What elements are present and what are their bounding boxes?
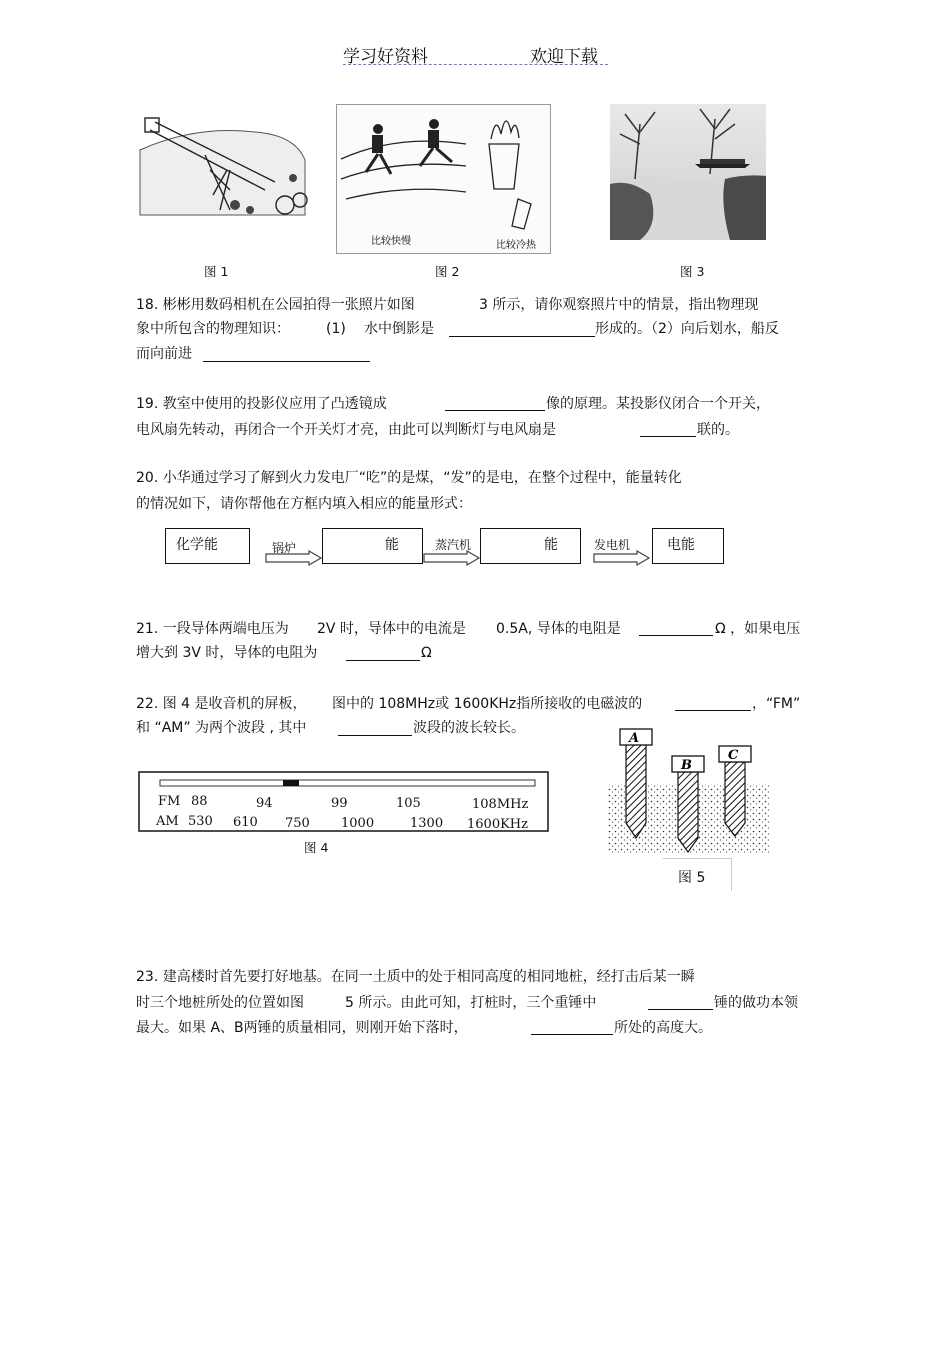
q21-line2b: Ω	[421, 645, 432, 661]
q23-blank-1[interactable]	[648, 997, 713, 1010]
q21-line1b: 2V 时，导体中的电流是	[317, 621, 466, 637]
q19-line2a: 电风扇先转动，再闭合一个开关灯才亮，由此可以判断灯与电风扇是	[136, 422, 556, 438]
fm-tick-94: 94	[256, 796, 273, 811]
q19-line1a: 19. 教室中使用的投影仪应用了凸透镜成	[136, 396, 387, 412]
am-label: AM	[156, 814, 179, 829]
q18-blank-1[interactable]	[449, 324, 595, 337]
q19-line2b: 联的。	[697, 422, 739, 438]
q23-line3b: 所处的高度大。	[614, 1020, 712, 1036]
q19-line1b: 像的原理。某投影仪闭合一个开关，	[546, 396, 770, 412]
q23-line2a: 时三个地桩所处的位置如图	[136, 995, 304, 1011]
figure-1-caption: 图 1	[204, 264, 229, 279]
figure-5-caption: 图 5	[678, 870, 706, 886]
q22-blank-2[interactable]	[338, 723, 412, 736]
energy-box-3[interactable]	[480, 528, 581, 564]
header-left: 学习好资料	[343, 47, 428, 67]
pile-c-label: C	[728, 748, 739, 763]
q21-blank-2[interactable]	[346, 648, 420, 661]
q22-line2a: 和 “AM” 为两个波段 , 其中	[136, 720, 307, 736]
q18-line2a: 象中所包含的物理知识：	[136, 321, 290, 337]
am-tick-530: 530	[188, 814, 213, 829]
q23-line2c: 锤的做功本领	[714, 995, 798, 1011]
am-tick-750: 750	[285, 816, 310, 831]
q23-blank-2[interactable]	[531, 1022, 613, 1035]
q18-line2d: 形成的。（2）向后划水，船反	[595, 321, 779, 337]
q22-line1a: 22. 图 4 是收音机的屏板，	[136, 696, 307, 712]
energy-box-electric	[652, 528, 724, 564]
fm-tick-108mhz: 108MHz	[472, 797, 529, 812]
arrow-label-generator: 发电机	[594, 538, 631, 552]
fm-tick-105: 105	[396, 796, 421, 811]
radio-dial	[138, 770, 550, 834]
fm-tick-88: 88	[191, 794, 208, 809]
am-tick-1000: 1000	[341, 816, 375, 831]
q18-blank-2[interactable]	[203, 349, 370, 362]
figure-2-label-right: 比较冷热	[496, 240, 536, 251]
q18-line3: 而向前进	[136, 346, 192, 362]
energy-box-2[interactable]	[322, 528, 423, 564]
q21-blank-1[interactable]	[639, 623, 713, 636]
q19-blank-2[interactable]	[640, 424, 696, 437]
fm-label: FM	[158, 794, 181, 809]
q21-line1d: Ω ，如果电压	[715, 621, 801, 637]
header-divider	[343, 64, 608, 65]
figure-2-image	[336, 104, 551, 254]
figure-3-caption: 图 3	[680, 264, 705, 279]
fm-tick-99: 99	[331, 796, 348, 811]
q18-line1: 18. 彬彬用数码相机在公园拍得一张照片如图	[136, 297, 415, 313]
figure-3-image	[610, 104, 766, 240]
q20-line1: 20. 小华通过学习了解到火力发电厂“吃”的是煤，“发”的是电，在整个过程中，能量转化	[136, 470, 682, 486]
energy-box-2-label: 能	[385, 537, 399, 553]
am-tick-610: 610	[233, 815, 258, 830]
figure-1-image	[135, 110, 310, 225]
am-tick-1300: 1300	[410, 816, 444, 831]
arrow-label-steam-engine: 蒸汽机	[435, 538, 472, 552]
q22-line1b: 图中的 108MHz或 1600KHz指所接收的电磁波的	[332, 696, 643, 712]
q21-line1a: 21. 一段导体两端电压为	[136, 621, 289, 637]
q23-line1: 23. 建高楼时首先要打好地基。在同一土质中的处于相同高度的相同地桩，经打击后某一瞬	[136, 969, 695, 985]
q18-line2b: (1)	[326, 321, 346, 337]
q21-line1c: 0.5A, 导体的电阻是	[496, 621, 621, 637]
q23-line2b: 5 所示。由此可知，打桩时，三个重锤中	[345, 995, 597, 1011]
am-tick-1600khz: 1600KHz	[467, 817, 528, 832]
energy-box-electric-label: 电能	[667, 537, 695, 553]
header-right: 欢迎下载	[530, 47, 598, 67]
energy-box-3-label: 能	[544, 537, 558, 553]
pile-b-label: B	[681, 758, 692, 773]
q19-blank-1[interactable]	[445, 398, 545, 411]
q22-line2b: 波段的波长较长。	[413, 720, 525, 736]
arrow-steam-engine-icon	[423, 550, 481, 566]
energy-box-chemical	[165, 528, 250, 564]
q23-line3a: 最大。如果 A、B两锤的质量相同，则刚开始下落时，	[136, 1020, 468, 1036]
arrow-label-boiler: 锅炉	[272, 541, 297, 555]
q22-blank-1[interactable]	[675, 698, 751, 711]
q20-line2: 的情况如下，请你帮他在方框内填入相应的能量形式：	[136, 496, 472, 512]
figure-5-image	[608, 728, 770, 854]
q18-line1b: 3 所示，请你观察照片中的情景，指出物理现	[479, 297, 759, 313]
figure-4-caption: 图 4	[304, 840, 329, 855]
q18-line2c: 水中倒影是	[364, 321, 434, 337]
figure-2-label-left: 比较快慢	[371, 236, 411, 247]
arrow-generator-icon	[593, 550, 651, 566]
pile-a-label: A	[629, 731, 640, 746]
energy-box-chemical-label: 化学能	[176, 537, 218, 553]
q21-line2a: 增大到 3V 时，导体的电阻为	[136, 645, 318, 661]
arrow-boiler-icon	[265, 550, 323, 566]
q22-line1c: ，“FM”	[752, 696, 801, 712]
figure-2-caption: 图 2	[435, 264, 460, 279]
